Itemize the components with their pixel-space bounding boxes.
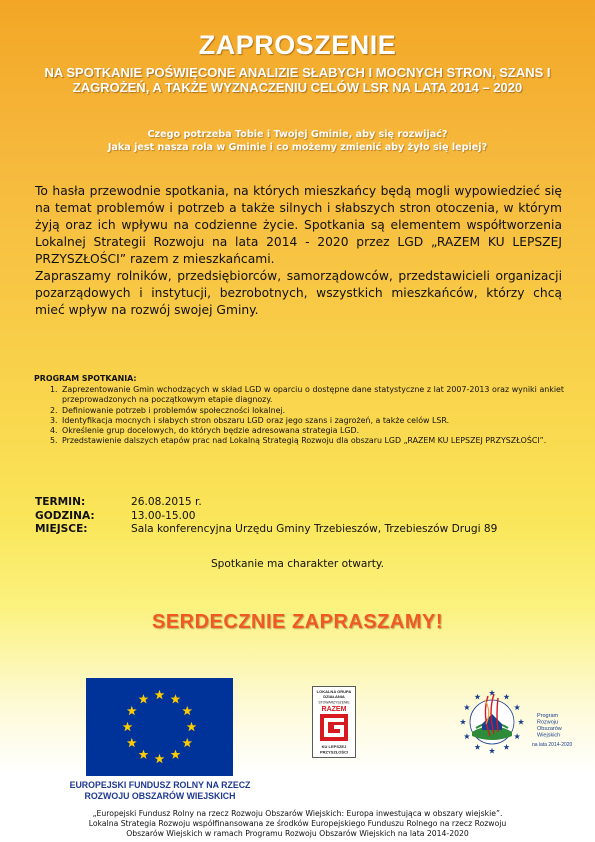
program-heading: PROGRAM SPOTKANIA:	[34, 374, 137, 383]
prow-star-icon	[503, 694, 509, 700]
prow-word-4: Wiejskich	[537, 732, 561, 739]
prow-star-icon	[514, 733, 520, 739]
body-paragraph-2: Zapraszamy rolników, przedsiębiorców, samorządowców, przedstawicieli organizacji pozarządowych i instytucji, bezrobotnych, wszystkich mieszkańców, którzy chcą mieć wpływ na rozwój swojej Gminy.	[35, 269, 562, 317]
eu-flag-logo	[86, 678, 233, 776]
godzina-row	[35, 510, 565, 524]
miejsce-row	[35, 523, 565, 537]
prow-star-icon	[474, 694, 480, 700]
program-item: 4. Określenie grup docelowych, do których będzie adresowana strategia LGD.	[60, 426, 564, 436]
program-item: 5. Przedstawienie dalszych etapów prac nad Lokalną Strategią Rozwoju dla obszaru LGD „RAZEM KU LEPSZEJ PRZYSZŁOŚCI”.	[60, 436, 564, 446]
prow-word-2: Rozwoju	[537, 719, 559, 726]
open-note: Spotkanie ma charakter otwarty.	[210, 558, 385, 570]
prow-years: na lata 2014-2020	[532, 742, 573, 748]
lgd-text-4: KU LEPSZEJ	[321, 744, 347, 749]
eu-caption-line-2: ROZWOJU OBSZARÓW WIEJSKICH	[84, 790, 236, 801]
prow-word-1: Program	[537, 713, 559, 719]
lgd-name: RAZEM	[321, 706, 347, 713]
lgd-text-5: PRZYSZŁOŚCI	[319, 749, 349, 755]
miejsce-label: MIEJSCE:	[35, 523, 88, 535]
prow-star-icon	[474, 744, 480, 750]
body-text	[35, 183, 562, 319]
prow-star-icon	[503, 744, 509, 750]
prow-star-icon	[518, 719, 524, 725]
page-subtitle: NA SPOTKANIE POŚWIĘCONE ANALIZIE SŁABYCH I MOCNYCH STRON, SZANS I ZAGROŻEŃ, A TAKŻE WYZNACZENIU CELÓW LSR NA LATA 2014 – 2020	[44, 65, 551, 95]
footer-line-1: „Europejski Fundusz Rolny na rzecz Rozwoju Obszarów Wiejskich: Europa inwestująca w obszary wiejskie”.	[92, 809, 503, 818]
program-item: 3. Identyfikacja mocnych i słabych stron obszaru LGD oraz jego szans i zagrożeń, a także celów LSR.	[60, 416, 564, 426]
prow-star-icon	[464, 704, 470, 710]
prow-star-icon	[514, 704, 520, 710]
godzina-label: GODZINA:	[35, 509, 95, 522]
miejsce-value: Sala konferencyjna Urzędu Gminy Trzebieszów, Trzebieszów Drugi 89	[131, 523, 498, 535]
program-item: 1. Zaprezentowanie Gmin wchodzących w skład LGD w oparciu o dostępne dane statystyczne z lat 2007-2013 oraz wyniki ankiet przeprowadzonych na początkowym etapie diagnozy.	[60, 385, 564, 405]
eu-caption	[40, 780, 280, 801]
prow-star-icon	[464, 733, 470, 739]
lgd-text-1: LOKALNA GRUPA	[316, 689, 352, 694]
invite-banner: SERDECZNIE ZAPRASZAMY!	[151, 611, 443, 633]
program-list	[34, 385, 564, 446]
termin-row	[35, 496, 565, 510]
lgd-razem-logo	[312, 686, 356, 758]
program-item: 2. Definiowanie potrzeb i problemów społeczności lokalnej.	[60, 406, 564, 416]
prow-star-icon	[460, 719, 466, 725]
meeting-details	[35, 496, 565, 537]
questions	[40, 128, 555, 154]
prow-star-icon	[489, 748, 495, 754]
body-paragraph-1: To hasła przewodnie spotkania, na których mieszkańcy będą mogli wypowiedzieć się na temat problemów i potrzeb a także silnych i słabszych stron otoczenia, w którym żyją oraz ich wpływu na codzienne życie. Spotkania są elementem współtworzenia Lokalnej Strategii Rozwoju na lata 2014 - 2020 przez LGD „RAZEM KU LEPSZEJ PRZYSZŁOŚCI” razem z mieszkańcami.	[35, 184, 562, 266]
question-1: Czego potrzeba Tobie i Twojej Gminie, aby się rozwijać?	[147, 129, 448, 140]
eu-caption-line-1: EUROPEJSKI FUNDUSZ ROLNY NA RZECZ	[69, 780, 251, 790]
prow-word-3: Obszarów	[537, 726, 562, 732]
page-title: ZAPROSZENIE	[198, 30, 397, 60]
footer	[20, 809, 575, 839]
question-2: Jaka jest nasza rola w Gminie i co możemy zmienić aby żyło się lepiej?	[107, 142, 488, 153]
lgd-text-2: DZIAŁANIA	[323, 694, 345, 699]
godzina-value: 13.00-15.00	[131, 509, 196, 522]
prow-logo	[452, 684, 577, 756]
footer-line-2: Lokalna Strategia Rozwoju współfinansowana ze środków Europejskiego Funduszu Rolnego na rzecz Rozwoju	[88, 819, 507, 828]
lgd-text-3: STOWARZYSZENIE	[318, 700, 350, 705]
termin-label: TERMIN:	[35, 496, 86, 508]
program-section	[34, 374, 564, 446]
footer-line-3: Obszarów Wiejskich w ramach Programu Rozwoju Obszarów Wiejskich na lata 2014-2020	[126, 829, 469, 838]
termin-value: 26.08.2015 r.	[131, 496, 202, 508]
